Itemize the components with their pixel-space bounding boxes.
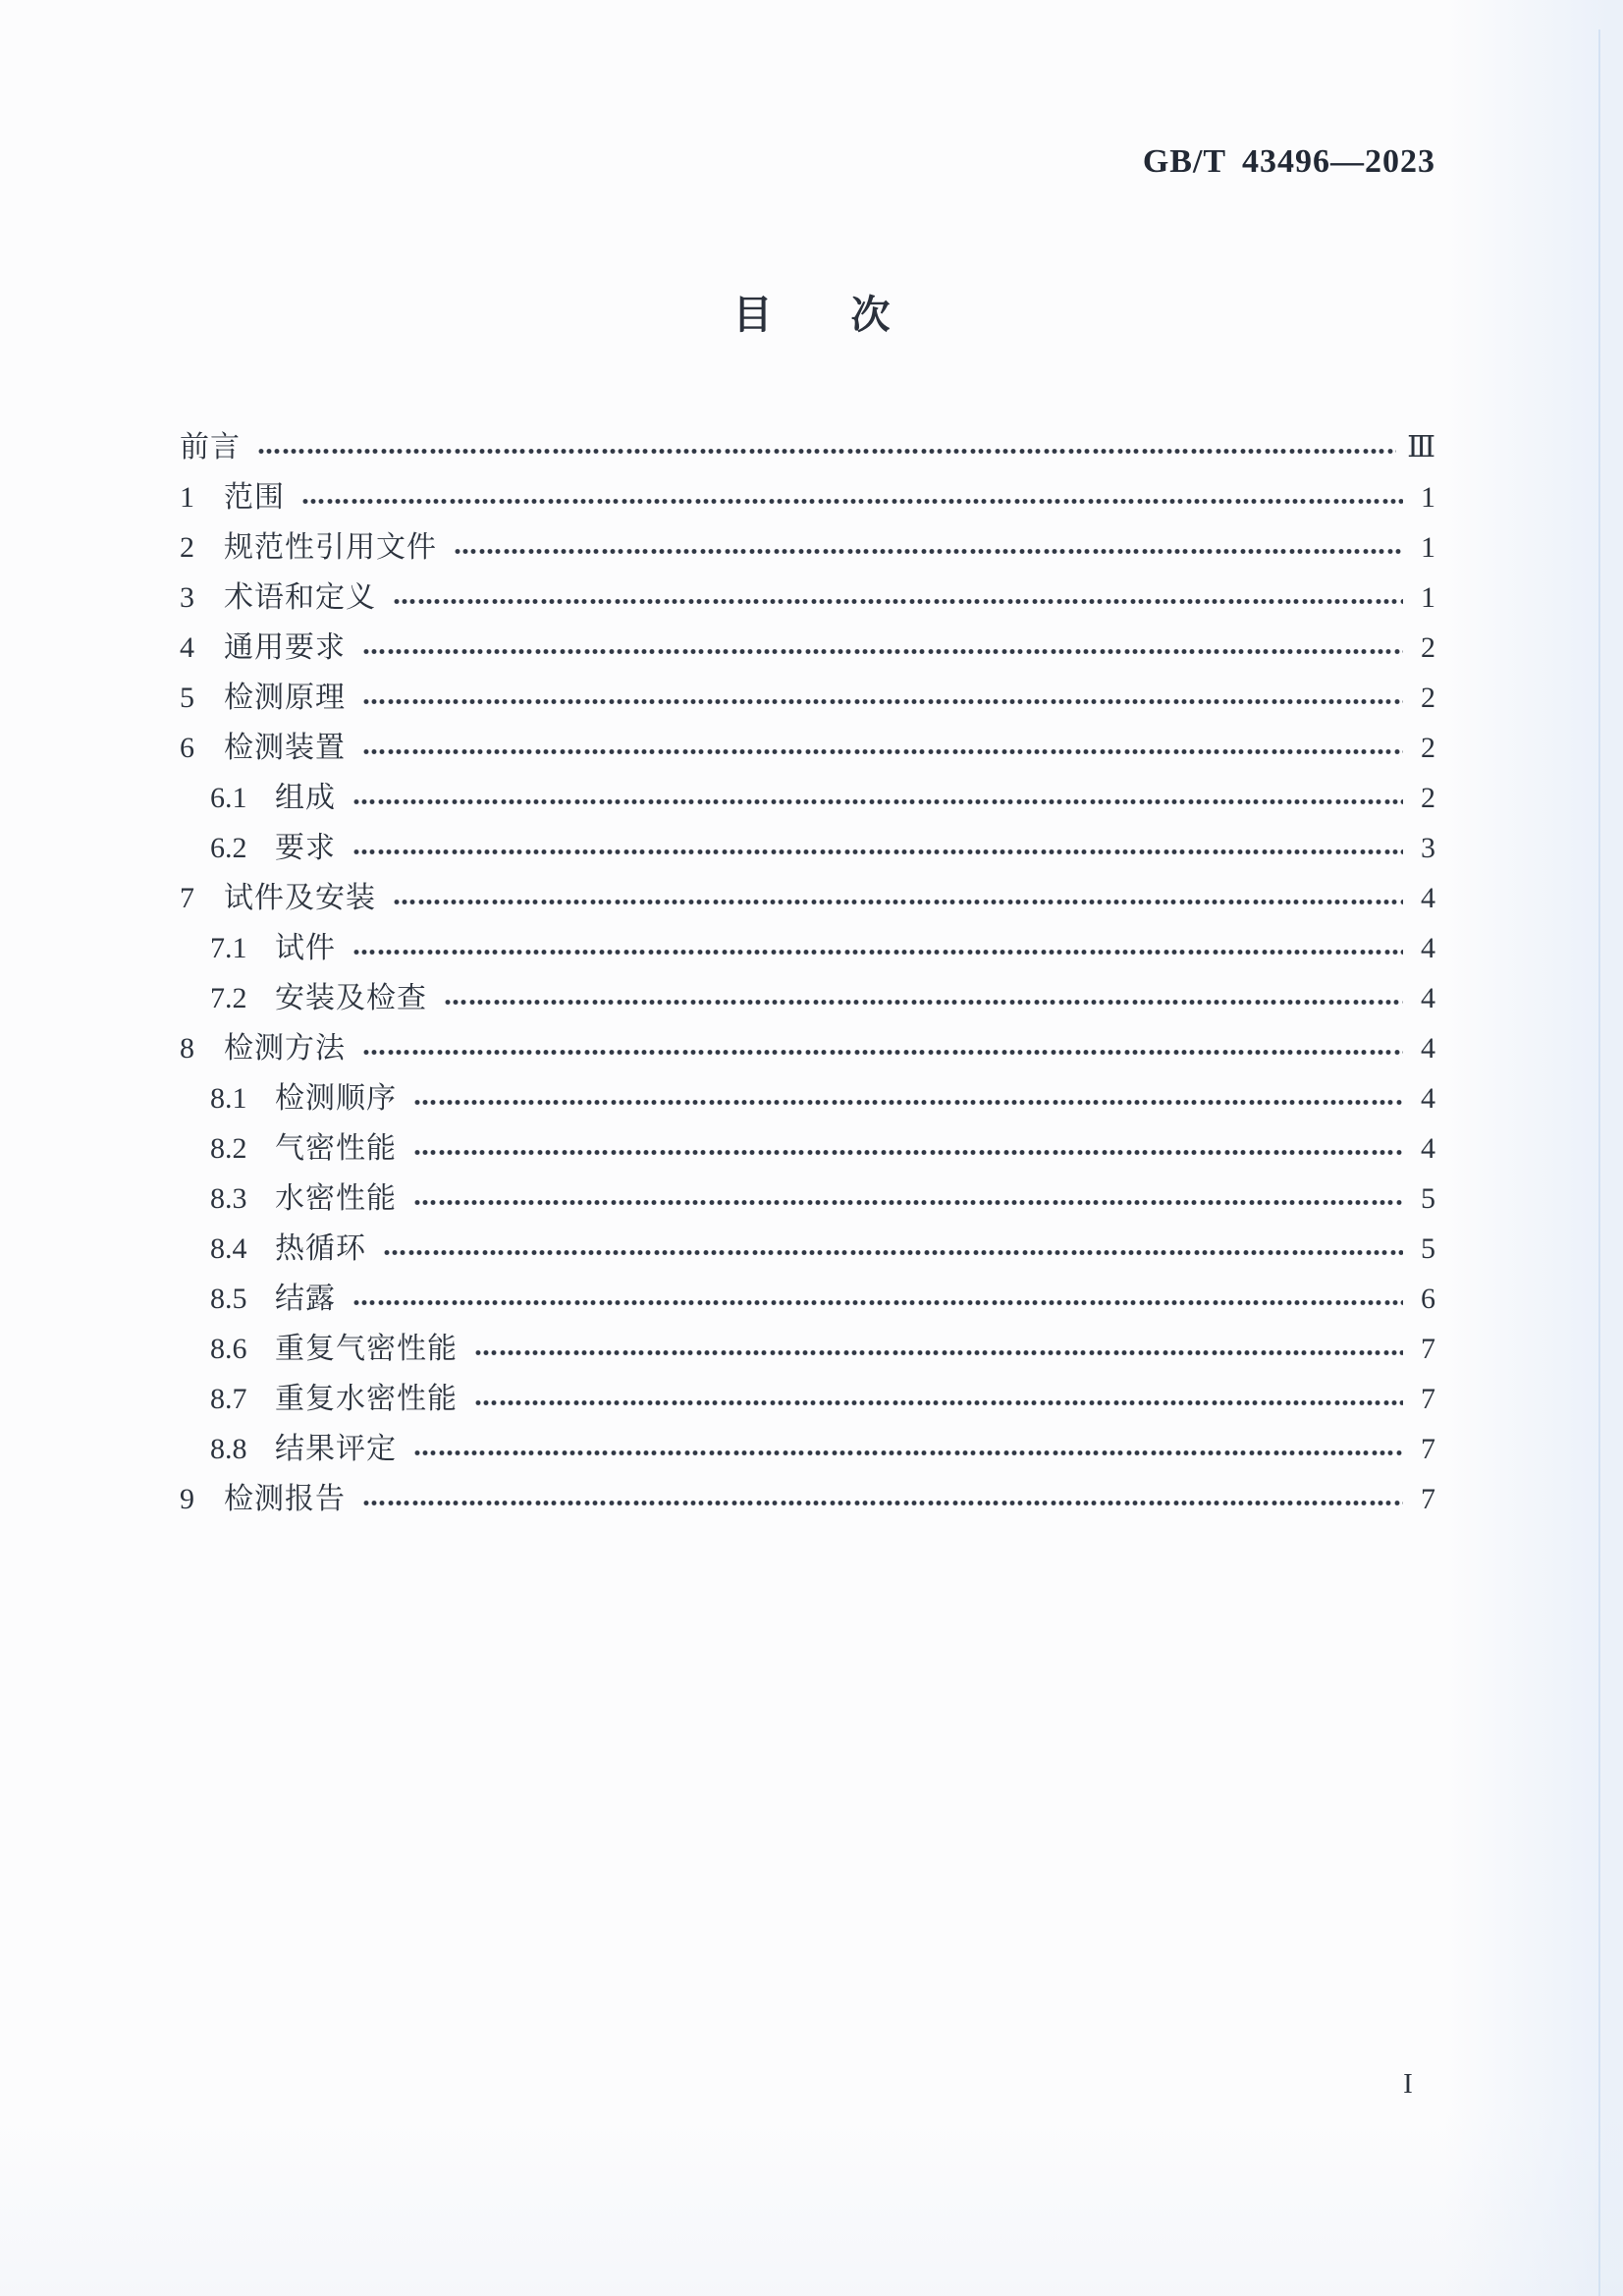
toc-entry-page: 2 (1421, 681, 1435, 714)
toc-entry-label: 水密性能 (275, 1181, 397, 1215)
toc-entry-page: 6 (1421, 1282, 1435, 1315)
toc-entry-number: 1 (180, 480, 194, 514)
toc-entry-label: 热循环 (275, 1231, 366, 1265)
toc-entry-label: 检测装置 (224, 731, 346, 764)
dot-leader (474, 1348, 1403, 1357)
dot-leader (362, 647, 1403, 656)
dot-leader (362, 1048, 1403, 1057)
toc-entry-page: 3 (1421, 831, 1435, 864)
toc-entry (180, 422, 1435, 472)
toc-entry (180, 1324, 1435, 1374)
toc-entry-number: 9 (180, 1482, 194, 1515)
toc-entry (180, 873, 1435, 923)
toc-entry (180, 522, 1435, 573)
toc-entry-number: 7.1 (210, 931, 247, 964)
dot-leader (413, 1449, 1403, 1457)
toc-entry (180, 1374, 1435, 1424)
toc-entry-number: 8.2 (210, 1131, 247, 1165)
toc-entry-label: 范围 (224, 480, 285, 514)
toc-entry-label: 重复气密性能 (275, 1332, 458, 1365)
page-title: 目 次 (732, 294, 891, 337)
toc-entry-page: 4 (1421, 1131, 1435, 1165)
dot-leader (393, 597, 1403, 606)
dot-leader (393, 898, 1403, 906)
toc-entry-page: 2 (1421, 781, 1435, 814)
toc-entry (180, 923, 1435, 973)
toc-entry-page: 4 (1421, 1031, 1435, 1065)
dot-leader (413, 1098, 1403, 1107)
dot-leader (474, 1398, 1403, 1407)
toc-entry-number: 8.7 (210, 1382, 247, 1415)
toc-entry-label: 安装及检查 (275, 981, 427, 1014)
toc-entry-label: 要求 (275, 831, 336, 864)
toc-entry (180, 823, 1435, 873)
toc-entry (180, 773, 1435, 823)
toc-entry-label: 试件及安装 (224, 881, 376, 914)
toc-entry-page: 7 (1421, 1482, 1435, 1515)
toc-entry-page: 2 (1421, 630, 1435, 664)
toc-entry-label: 试件 (275, 931, 336, 964)
toc-entry (180, 673, 1435, 723)
toc-entry-label: 结果评定 (275, 1432, 397, 1465)
toc-entry (180, 1474, 1435, 1524)
toc-entry-number: 7 (180, 881, 194, 914)
toc-entry-number: 6.1 (210, 781, 247, 814)
dot-leader (413, 1198, 1403, 1207)
toc-entry-number: 8.5 (210, 1282, 247, 1315)
toc-entry-label: 检测顺序 (275, 1081, 397, 1115)
toc-entry-label: 组成 (275, 781, 336, 814)
toc-entry-label: 气密性能 (275, 1131, 397, 1165)
toc-entry-page: 4 (1421, 881, 1435, 914)
toc-entry-number: 4 (180, 630, 194, 664)
dot-leader (301, 497, 1403, 506)
toc-entry-label: 检测原理 (224, 681, 346, 714)
toc-entry-label: 规范性引用文件 (224, 530, 437, 564)
toc-entry-label: 检测方法 (224, 1031, 346, 1065)
dot-leader (383, 1248, 1403, 1257)
toc-entry (180, 723, 1435, 773)
toc-entry-number: 8.6 (210, 1332, 247, 1365)
dot-leader (257, 447, 1396, 456)
toc-list (180, 422, 1435, 1524)
toc-entry-number: 7.2 (210, 981, 247, 1014)
toc-entry-page: 7 (1421, 1332, 1435, 1365)
dot-leader (362, 697, 1403, 706)
toc-entry-number: 8.1 (210, 1081, 247, 1115)
toc-entry-number: 2 (180, 530, 194, 564)
toc-entry (180, 973, 1435, 1023)
toc-entry-label: 通用要求 (224, 630, 346, 664)
toc-entry-label: 检测报告 (224, 1482, 346, 1515)
toc-entry-number: 6 (180, 731, 194, 764)
toc-entry-page: Ⅲ (1407, 430, 1435, 464)
toc-entry-page: 1 (1421, 530, 1435, 564)
toc-entry-page: 2 (1421, 731, 1435, 764)
dot-leader (352, 847, 1403, 856)
toc-entry-page: 5 (1421, 1181, 1435, 1215)
toc-entry-page: 5 (1421, 1231, 1435, 1265)
toc-entry-number: 8.8 (210, 1432, 247, 1465)
toc-entry (180, 623, 1435, 673)
dot-leader (352, 1298, 1403, 1307)
dot-leader (362, 747, 1403, 756)
toc-entry-number: 8.4 (210, 1231, 247, 1265)
toc-entry (180, 1174, 1435, 1224)
toc-entry-number: 8 (180, 1031, 194, 1065)
toc-entry (180, 472, 1435, 522)
toc-entry (180, 1073, 1435, 1123)
toc-entry-number: 3 (180, 580, 194, 614)
toc-entry (180, 1274, 1435, 1324)
toc-entry-page: 1 (1421, 480, 1435, 514)
toc-entry-page: 4 (1421, 981, 1435, 1014)
toc-entry-number: 5 (180, 681, 194, 714)
toc-entry (180, 1123, 1435, 1174)
toc-entry (180, 1224, 1435, 1274)
dot-leader (454, 547, 1403, 556)
toc-entry-page: 7 (1421, 1432, 1435, 1465)
standard-code: GB/T 43496—2023 (1142, 143, 1435, 180)
toc-entry (180, 573, 1435, 623)
toc-entry-number: 6.2 (210, 831, 247, 864)
toc-entry-page: 4 (1421, 931, 1435, 964)
toc-entry-label: 重复水密性能 (275, 1382, 458, 1415)
toc-entry-page: 7 (1421, 1382, 1435, 1415)
dot-leader (352, 797, 1403, 806)
toc-entry-label: 术语和定义 (224, 580, 376, 614)
toc-entry-label: 前言 (180, 430, 241, 464)
toc-entry-page: 4 (1421, 1081, 1435, 1115)
toc-entry (180, 1424, 1435, 1474)
dot-leader (362, 1499, 1403, 1507)
toc-entry-number: 8.3 (210, 1181, 247, 1215)
dot-leader (413, 1148, 1403, 1157)
toc-entry-label: 结露 (275, 1282, 336, 1315)
toc-entry-page: 1 (1421, 580, 1435, 614)
toc-entry (180, 1023, 1435, 1073)
dot-leader (352, 948, 1403, 957)
dot-leader (444, 998, 1403, 1007)
footer-page-number: I (1403, 2068, 1413, 2100)
